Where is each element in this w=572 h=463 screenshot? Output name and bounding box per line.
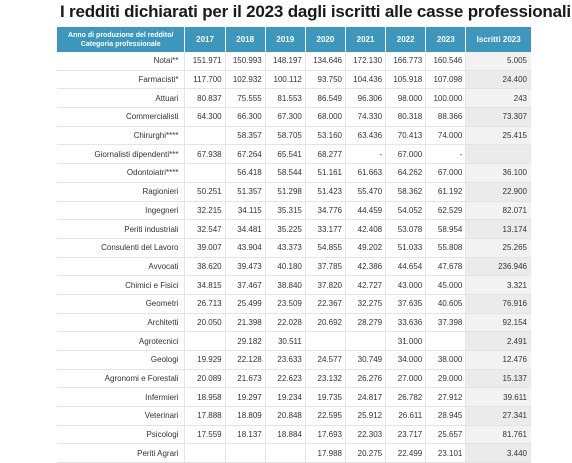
iscritti-cell: 92.154 xyxy=(466,313,531,332)
category-cell: Chirurghi**** xyxy=(57,126,185,145)
table-row xyxy=(57,145,531,164)
table-row xyxy=(57,52,531,70)
income-cell: 67.000 xyxy=(426,164,466,183)
iscritti-cell: 243 xyxy=(466,89,531,108)
category-cell: Commercialisti xyxy=(57,108,185,127)
income-cell: 166.773 xyxy=(386,52,426,70)
income-cell: 20.848 xyxy=(265,407,305,426)
income-cell: 107.098 xyxy=(426,70,466,89)
income-cell: 23.101 xyxy=(426,444,466,463)
income-cell: - xyxy=(426,145,466,164)
income-cell: 38.840 xyxy=(265,276,305,295)
income-cell: 64.262 xyxy=(386,164,426,183)
income-cell: 43.373 xyxy=(265,238,305,257)
table-row xyxy=(57,351,531,370)
income-cell: 18.137 xyxy=(225,425,265,444)
income-cell xyxy=(185,444,225,463)
column-header-year: 2021 xyxy=(345,27,385,52)
income-cell: 160.546 xyxy=(426,52,466,70)
income-cell: 29.000 xyxy=(426,369,466,388)
category-cell: Ingegneri xyxy=(57,201,185,220)
income-cell: 81.553 xyxy=(265,89,305,108)
column-header-year: 2023 xyxy=(426,27,466,52)
iscritti-cell: 39.611 xyxy=(466,388,531,407)
income-cell: 98.000 xyxy=(386,89,426,108)
income-cell: 55.470 xyxy=(345,182,385,201)
income-cell: 26.782 xyxy=(386,388,426,407)
income-cell: 55.808 xyxy=(426,238,466,257)
income-cell: 20.050 xyxy=(185,313,225,332)
income-cell: 58.362 xyxy=(386,182,426,201)
category-cell: Avvocati xyxy=(57,257,185,276)
table-row xyxy=(57,294,531,313)
table-header-row xyxy=(57,27,531,52)
table-row xyxy=(57,126,531,145)
income-cell: 96.306 xyxy=(345,89,385,108)
income-cell: 68.000 xyxy=(305,108,345,127)
income-cell: 34.000 xyxy=(386,351,426,370)
column-header-iscritti: Iscritti 2023 xyxy=(466,27,531,52)
income-cell: 102.932 xyxy=(225,70,265,89)
income-cell: 80.318 xyxy=(386,108,426,127)
income-cell: 40.605 xyxy=(426,294,466,313)
income-cell: 40.180 xyxy=(265,257,305,276)
income-cell: 35.225 xyxy=(265,220,305,239)
income-cell: 19.297 xyxy=(225,388,265,407)
income-cell: 51.033 xyxy=(386,238,426,257)
income-cell: 32.215 xyxy=(185,201,225,220)
income-cell xyxy=(185,164,225,183)
table-row xyxy=(57,332,531,351)
income-cell: 21.673 xyxy=(225,369,265,388)
income-cell: 56.418 xyxy=(225,164,265,183)
iscritti-cell: 2.491 xyxy=(466,332,531,351)
category-cell: Agrotecnici xyxy=(57,332,185,351)
table-row xyxy=(57,257,531,276)
income-cell: 58.357 xyxy=(225,126,265,145)
category-cell: Periti Agrari xyxy=(57,444,185,463)
column-header-year: 2022 xyxy=(386,27,426,52)
table-row xyxy=(57,108,531,127)
income-cell: 34.481 xyxy=(225,220,265,239)
table-row xyxy=(57,182,531,201)
iscritti-cell xyxy=(466,145,531,164)
income-cell: 62.529 xyxy=(426,201,466,220)
income-cell xyxy=(185,126,225,145)
income-cell: 38.620 xyxy=(185,257,225,276)
income-cell: 54.052 xyxy=(386,201,426,220)
income-cell: 67.938 xyxy=(185,145,225,164)
income-cell xyxy=(426,332,466,351)
income-cell: 17.693 xyxy=(305,425,345,444)
column-header-year: 2020 xyxy=(305,27,345,52)
income-cell: 74.000 xyxy=(426,126,466,145)
income-cell: 66.300 xyxy=(225,108,265,127)
income-cell: 88.366 xyxy=(426,108,466,127)
table-row xyxy=(57,369,531,388)
income-cell: 34.115 xyxy=(225,201,265,220)
income-cell: 51.423 xyxy=(305,182,345,201)
iscritti-cell: 236.946 xyxy=(466,257,531,276)
income-cell: 80.837 xyxy=(185,89,225,108)
income-cell: 27.912 xyxy=(426,388,466,407)
income-cell: 42.386 xyxy=(345,257,385,276)
table-row xyxy=(57,388,531,407)
income-cell: 22.499 xyxy=(386,444,426,463)
income-cell: 24.577 xyxy=(305,351,345,370)
table-row xyxy=(57,313,531,332)
income-cell: 65.541 xyxy=(265,145,305,164)
income-cell: 23.633 xyxy=(265,351,305,370)
income-cell: 151.971 xyxy=(185,52,225,70)
income-cell: 53.160 xyxy=(305,126,345,145)
income-cell: 18.958 xyxy=(185,388,225,407)
income-cell: 75.555 xyxy=(225,89,265,108)
income-cell: 39.007 xyxy=(185,238,225,257)
income-cell: 43.904 xyxy=(225,238,265,257)
income-cell: 150.993 xyxy=(225,52,265,70)
income-cell: 33.636 xyxy=(386,313,426,332)
income-cell: 68.277 xyxy=(305,145,345,164)
income-cell: 117.700 xyxy=(185,70,225,89)
page-title: I redditi dichiarati per il 2023 dagli iscritti alle casse professionali xyxy=(60,2,571,21)
income-cell: 58.544 xyxy=(265,164,305,183)
iscritti-cell: 25.415 xyxy=(466,126,531,145)
income-cell: 17.559 xyxy=(185,425,225,444)
income-cell: 28.279 xyxy=(345,313,385,332)
iscritti-cell: 22.900 xyxy=(466,182,531,201)
income-cell: 67.300 xyxy=(265,108,305,127)
income-cell: 37.820 xyxy=(305,276,345,295)
category-cell: Consulenti del Lavoro xyxy=(57,238,185,257)
income-cell: 134.646 xyxy=(305,52,345,70)
category-cell: Odontoiatri**** xyxy=(57,164,185,183)
income-cell: 26.611 xyxy=(386,407,426,426)
category-cell: Attuari xyxy=(57,89,185,108)
iscritti-cell: 82.071 xyxy=(466,201,531,220)
income-cell: 49.202 xyxy=(345,238,385,257)
income-cell: 148.197 xyxy=(265,52,305,70)
table-row xyxy=(57,164,531,183)
income-cell: 25.912 xyxy=(345,407,385,426)
income-cell: 26.276 xyxy=(345,369,385,388)
income-cell: 22.623 xyxy=(265,369,305,388)
category-cell: Psicologi xyxy=(57,425,185,444)
iscritti-cell: 13.174 xyxy=(466,220,531,239)
income-cell: 23.132 xyxy=(305,369,345,388)
income-cell: 24.817 xyxy=(345,388,385,407)
income-cell: 51.298 xyxy=(265,182,305,201)
income-cell: 67.000 xyxy=(386,145,426,164)
income-cell: 74.330 xyxy=(345,108,385,127)
category-cell: Giornalisti dipendenti*** xyxy=(57,145,185,164)
income-cell: 25.499 xyxy=(225,294,265,313)
income-cell: 39.473 xyxy=(225,257,265,276)
income-table xyxy=(57,27,531,463)
iscritti-cell: 5.005 xyxy=(466,52,531,70)
column-header-year: 2017 xyxy=(185,27,225,52)
income-cell: 25.657 xyxy=(426,425,466,444)
income-cell: 61.663 xyxy=(345,164,385,183)
income-cell: 18.884 xyxy=(265,425,305,444)
income-cell: 42.408 xyxy=(345,220,385,239)
iscritti-cell: 81.761 xyxy=(466,425,531,444)
income-cell: 44.654 xyxy=(386,257,426,276)
income-cell: 21.398 xyxy=(225,313,265,332)
income-cell: 23.509 xyxy=(265,294,305,313)
iscritti-cell: 3.321 xyxy=(466,276,531,295)
category-cell: Ragionieri xyxy=(57,182,185,201)
income-cell: 22.367 xyxy=(305,294,345,313)
income-cell: 67.264 xyxy=(225,145,265,164)
table-row xyxy=(57,220,531,239)
income-cell: 86.549 xyxy=(305,89,345,108)
income-cell: 35.315 xyxy=(265,201,305,220)
income-cell: 32.275 xyxy=(345,294,385,313)
income-cell: 58.705 xyxy=(265,126,305,145)
iscritti-cell: 15.137 xyxy=(466,369,531,388)
income-cell: 27.000 xyxy=(386,369,426,388)
income-cell: 38.000 xyxy=(426,351,466,370)
iscritti-cell: 3.440 xyxy=(466,444,531,463)
income-cell: 47.678 xyxy=(426,257,466,276)
income-cell: 45.000 xyxy=(426,276,466,295)
iscritti-cell: 36.100 xyxy=(466,164,531,183)
income-cell: 37.467 xyxy=(225,276,265,295)
income-cell: 42.727 xyxy=(345,276,385,295)
iscritti-cell: 27.341 xyxy=(466,407,531,426)
income-cell: 30.511 xyxy=(265,332,305,351)
iscritti-cell: 24.400 xyxy=(466,70,531,89)
income-cell: 30.749 xyxy=(345,351,385,370)
income-cell: 26.713 xyxy=(185,294,225,313)
table-row xyxy=(57,425,531,444)
income-cell: - xyxy=(345,145,385,164)
income-cell: 29.182 xyxy=(225,332,265,351)
income-cell: 44.459 xyxy=(345,201,385,220)
category-cell: Notai** xyxy=(57,52,185,70)
table-row xyxy=(57,276,531,295)
income-cell: 105.918 xyxy=(386,70,426,89)
income-cell: 34.776 xyxy=(305,201,345,220)
income-cell: 172.130 xyxy=(345,52,385,70)
income-cell: 19.929 xyxy=(185,351,225,370)
iscritti-cell: 12.476 xyxy=(466,351,531,370)
income-cell: 22.128 xyxy=(225,351,265,370)
income-cell: 63.436 xyxy=(345,126,385,145)
income-cell: 17.888 xyxy=(185,407,225,426)
income-cell: 23.717 xyxy=(386,425,426,444)
table-row xyxy=(57,444,531,463)
iscritti-cell: 73.307 xyxy=(466,108,531,127)
income-cell: 31.000 xyxy=(386,332,426,351)
income-cell: 64.300 xyxy=(185,108,225,127)
income-cell: 53.078 xyxy=(386,220,426,239)
income-cell: 33.177 xyxy=(305,220,345,239)
income-cell: 51.357 xyxy=(225,182,265,201)
table-row xyxy=(57,201,531,220)
income-cell: 20.692 xyxy=(305,313,345,332)
table-body xyxy=(57,52,531,463)
category-cell: Infermieri xyxy=(57,388,185,407)
income-cell: 51.161 xyxy=(305,164,345,183)
income-cell: 37.785 xyxy=(305,257,345,276)
income-cell: 104.436 xyxy=(345,70,385,89)
income-cell: 100.112 xyxy=(265,70,305,89)
income-cell: 20.089 xyxy=(185,369,225,388)
column-header-category: Anno di produzione del reddito/ Categoria professionale xyxy=(57,27,185,52)
category-cell: Agronomi e Forestali xyxy=(57,369,185,388)
income-table-container xyxy=(57,27,531,463)
income-cell: 22.028 xyxy=(265,313,305,332)
income-cell: 20.275 xyxy=(345,444,385,463)
income-cell: 37.398 xyxy=(426,313,466,332)
income-cell: 93.750 xyxy=(305,70,345,89)
income-cell: 100.000 xyxy=(426,89,466,108)
category-cell: Geometri xyxy=(57,294,185,313)
income-cell: 28.945 xyxy=(426,407,466,426)
category-cell: Geologi xyxy=(57,351,185,370)
category-cell: Chimici e Fisici xyxy=(57,276,185,295)
income-cell: 50.251 xyxy=(185,182,225,201)
income-cell xyxy=(305,332,345,351)
income-cell: 43.000 xyxy=(386,276,426,295)
column-header-year: 2018 xyxy=(225,27,265,52)
category-cell: Farmacisti* xyxy=(57,70,185,89)
income-cell xyxy=(345,332,385,351)
income-cell xyxy=(265,444,305,463)
income-cell: 54.855 xyxy=(305,238,345,257)
income-cell: 18.809 xyxy=(225,407,265,426)
table-row xyxy=(57,70,531,89)
income-cell: 32.547 xyxy=(185,220,225,239)
income-cell: 17.988 xyxy=(305,444,345,463)
income-cell: 61.192 xyxy=(426,182,466,201)
table-row xyxy=(57,238,531,257)
income-cell: 37.635 xyxy=(386,294,426,313)
income-cell: 22.595 xyxy=(305,407,345,426)
income-cell xyxy=(185,332,225,351)
income-cell xyxy=(225,444,265,463)
iscritti-cell: 25.265 xyxy=(466,238,531,257)
income-cell: 34.815 xyxy=(185,276,225,295)
income-cell: 70.413 xyxy=(386,126,426,145)
category-cell: Periti industriali xyxy=(57,220,185,239)
category-cell: Architetti xyxy=(57,313,185,332)
income-cell: 58.954 xyxy=(426,220,466,239)
column-header-year: 2019 xyxy=(265,27,305,52)
iscritti-cell: 76.916 xyxy=(466,294,531,313)
category-cell: Veterinari xyxy=(57,407,185,426)
income-cell: 22.303 xyxy=(345,425,385,444)
income-cell: 19.234 xyxy=(265,388,305,407)
table-row xyxy=(57,89,531,108)
income-cell: 19.735 xyxy=(305,388,345,407)
table-row xyxy=(57,407,531,426)
